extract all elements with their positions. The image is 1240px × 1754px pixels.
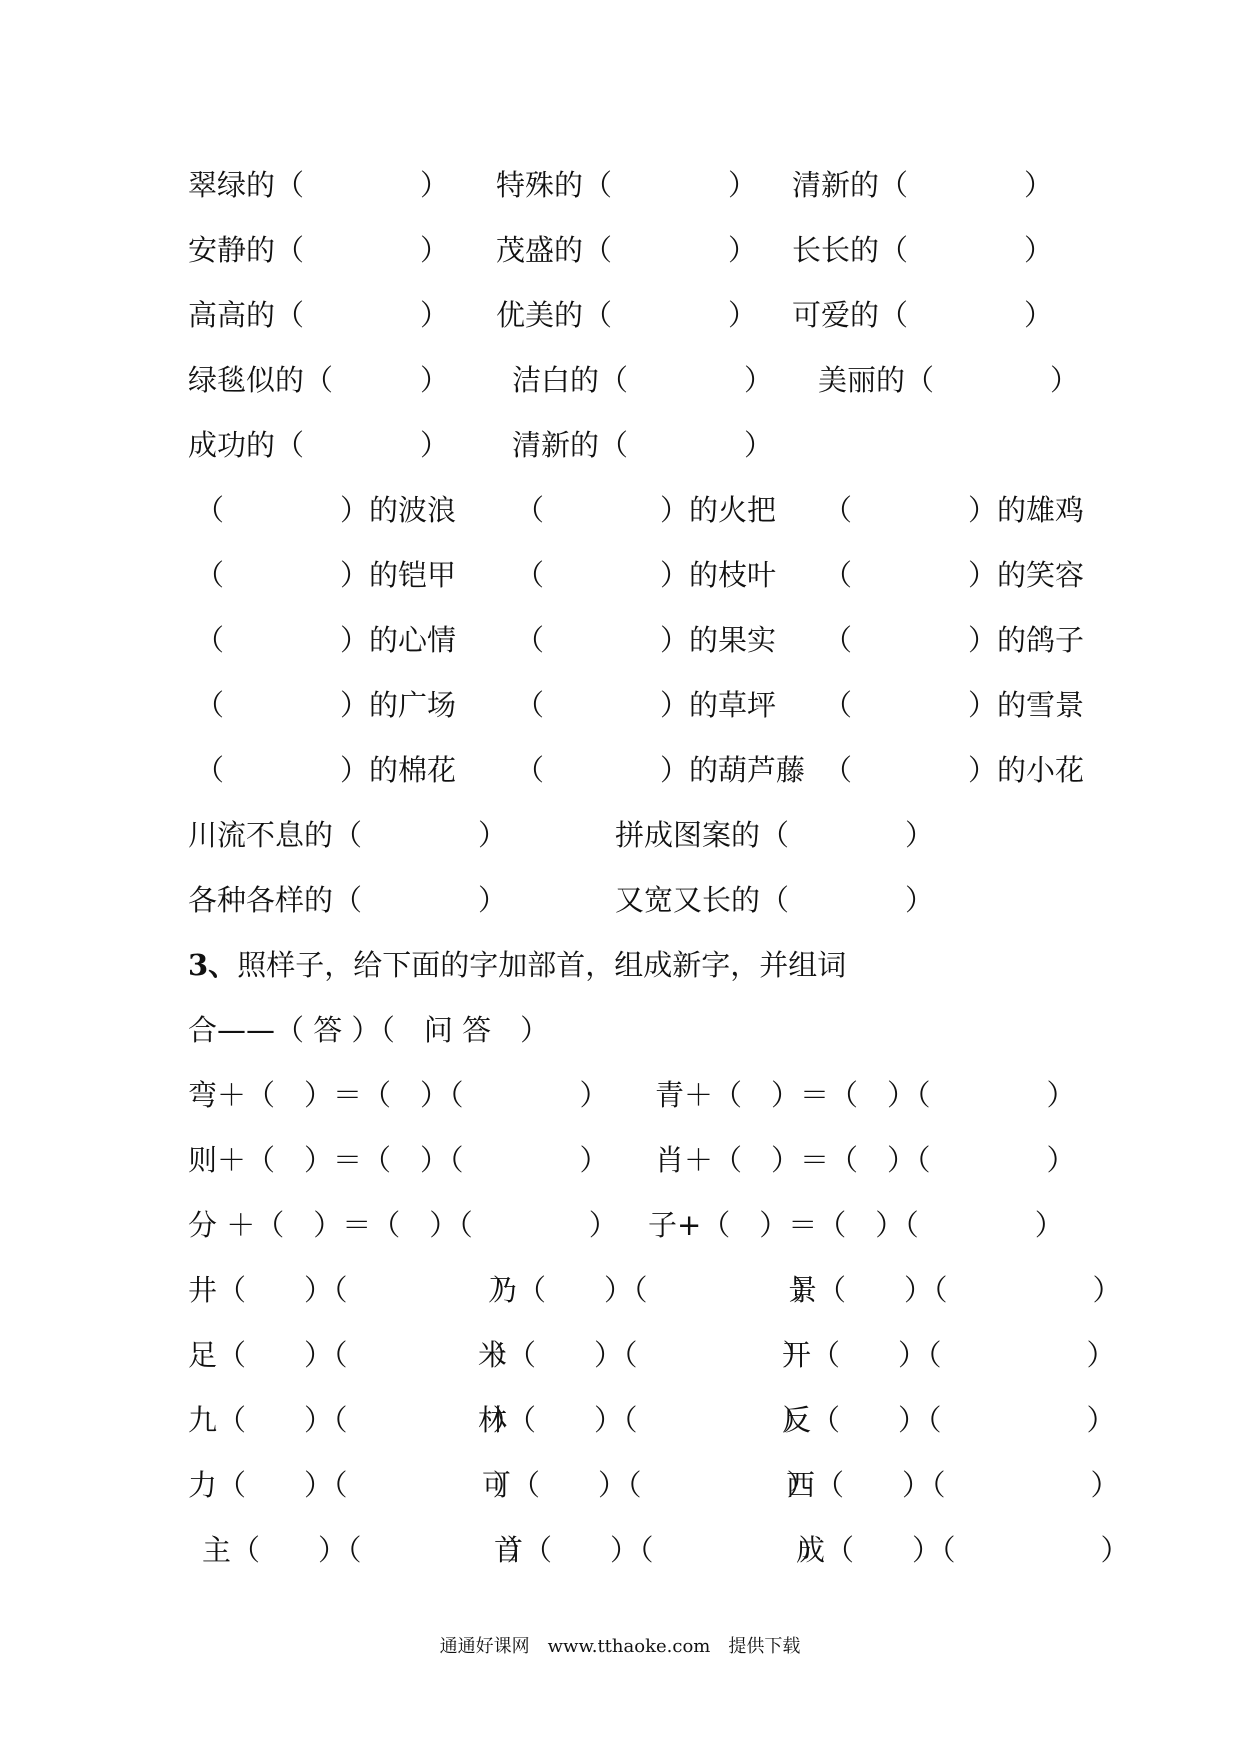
noun-item: （ ）的火把: [515, 493, 777, 527]
adj-item: 优美的（ ）: [496, 298, 758, 332]
page-footer: 通通好课网 www.tthaoke.com 提供下载: [439, 1636, 801, 1657]
phrase-item: 各种各样的（ ）: [188, 883, 508, 917]
radical-item: 分 ＋（ ）＝（ ）（ ）: [188, 1208, 618, 1242]
adj-row: [0, 290, 1240, 340]
adj-item: 翠绿的（ ）: [188, 168, 450, 202]
noun-row: [0, 680, 1240, 730]
noun-row: [0, 615, 1240, 665]
adj-item: 可爱的（ ）: [792, 298, 1054, 332]
word-item: 足（ ）（ ）: [188, 1338, 522, 1372]
noun-item: （ ）的波浪: [195, 493, 457, 527]
adj-item: 特殊的（ ）: [496, 168, 758, 202]
adj-row: [0, 420, 1240, 470]
adj-item: 洁白的（ ）: [512, 363, 774, 397]
adj-item: 茂盛的（ ）: [496, 233, 758, 267]
word-item: 成（ ）（ ）: [796, 1533, 1130, 1567]
word-item: 可（ ）（ ）: [482, 1468, 816, 1502]
word-item: 九（ ）（ ）: [188, 1403, 522, 1437]
phrase-row: [0, 810, 1240, 860]
noun-item: （ ）的心情: [195, 623, 457, 657]
word-row: [0, 1395, 1240, 1445]
word-row: [0, 1265, 1240, 1315]
noun-row: [0, 485, 1240, 535]
phrase-item: 又宽又长的（ ）: [615, 883, 935, 917]
noun-item: （ ）的鸽子: [823, 623, 1085, 657]
word-item: 乃（ ）（ ）: [488, 1273, 822, 1307]
noun-item: （ ）的枝叶: [515, 558, 777, 592]
adj-item: 高高的（ ）: [188, 298, 450, 332]
phrase-item: 拼成图案的（ ）: [615, 818, 935, 852]
radical-item: 则＋（ ）＝（ ）（ ）: [188, 1143, 609, 1177]
noun-item: （ ）的雄鸡: [823, 493, 1085, 527]
noun-item: （ ）的小花: [823, 753, 1085, 787]
radical-row: [0, 1135, 1240, 1185]
radical-item: 弯＋（ ）＝（ ）（ ）: [188, 1078, 609, 1112]
noun-item: （ ）的果实: [515, 623, 777, 657]
radical-row: [0, 1200, 1240, 1250]
word-item: 开（ ）（ ）: [782, 1338, 1116, 1372]
section-3-heading: [188, 940, 846, 990]
adj-item: 清新的（ ）: [792, 168, 1054, 202]
section-number: 3、: [188, 948, 238, 982]
adj-item: 长长的（ ）: [792, 233, 1054, 267]
phrase-row: [0, 875, 1240, 925]
word-item: 西（ ）（ ）: [786, 1468, 1120, 1502]
noun-row: [0, 745, 1240, 795]
adj-row: [0, 160, 1240, 210]
radical-item: 肖＋（ ）＝（ ）（ ）: [655, 1143, 1076, 1177]
adj-item: 成功的（ ）: [188, 428, 450, 462]
phrase-item: 川流不息的（ ）: [188, 818, 508, 852]
word-item: 米（ ）（ ）: [478, 1338, 812, 1372]
example-row: [0, 1005, 1240, 1055]
word-row: [0, 1330, 1240, 1380]
noun-item: （ ）的葫芦藤: [515, 753, 806, 787]
noun-item: （ ）的笑容: [823, 558, 1085, 592]
example-text: 合——（ 答 ）（ 问 答 ）: [188, 1013, 550, 1047]
adj-row: [0, 225, 1240, 275]
noun-item: （ ）的铠甲: [195, 558, 457, 592]
noun-row: [0, 550, 1240, 600]
noun-item: （ ）的广场: [195, 688, 457, 722]
word-row: [0, 1525, 1240, 1575]
noun-item: （ ）的草坪: [515, 688, 777, 722]
section-title: 照样子，给下面的字加部首，组成新字，并组词: [237, 948, 847, 982]
adj-item: 绿毯似的（ ）: [188, 363, 450, 397]
word-item: 主（ ）（ ）: [202, 1533, 536, 1567]
word-item: 首（ ）（ ）: [494, 1533, 828, 1567]
noun-item: （ ）的雪景: [823, 688, 1085, 722]
word-item: 力（ ）（ ）: [188, 1468, 522, 1502]
adj-item: 清新的（ ）: [512, 428, 774, 462]
radical-item: 子+（ ）＝（ ）（ ）: [648, 1208, 1064, 1242]
word-item: 井（ ）（ ）: [188, 1273, 522, 1307]
word-item: 景（ ）（ ）: [788, 1273, 1122, 1307]
word-row: [0, 1460, 1240, 1510]
word-item: 林（ ）（ ）: [478, 1403, 812, 1437]
radical-row: [0, 1070, 1240, 1120]
adj-item: 美丽的（ ）: [818, 363, 1080, 397]
noun-item: （ ）的棉花: [195, 753, 457, 787]
adj-row: [0, 355, 1240, 405]
word-item: 反（ ）（ ）: [782, 1403, 1116, 1437]
adj-item: 安静的（ ）: [188, 233, 450, 267]
radical-item: 青＋（ ）＝（ ）（ ）: [655, 1078, 1076, 1112]
